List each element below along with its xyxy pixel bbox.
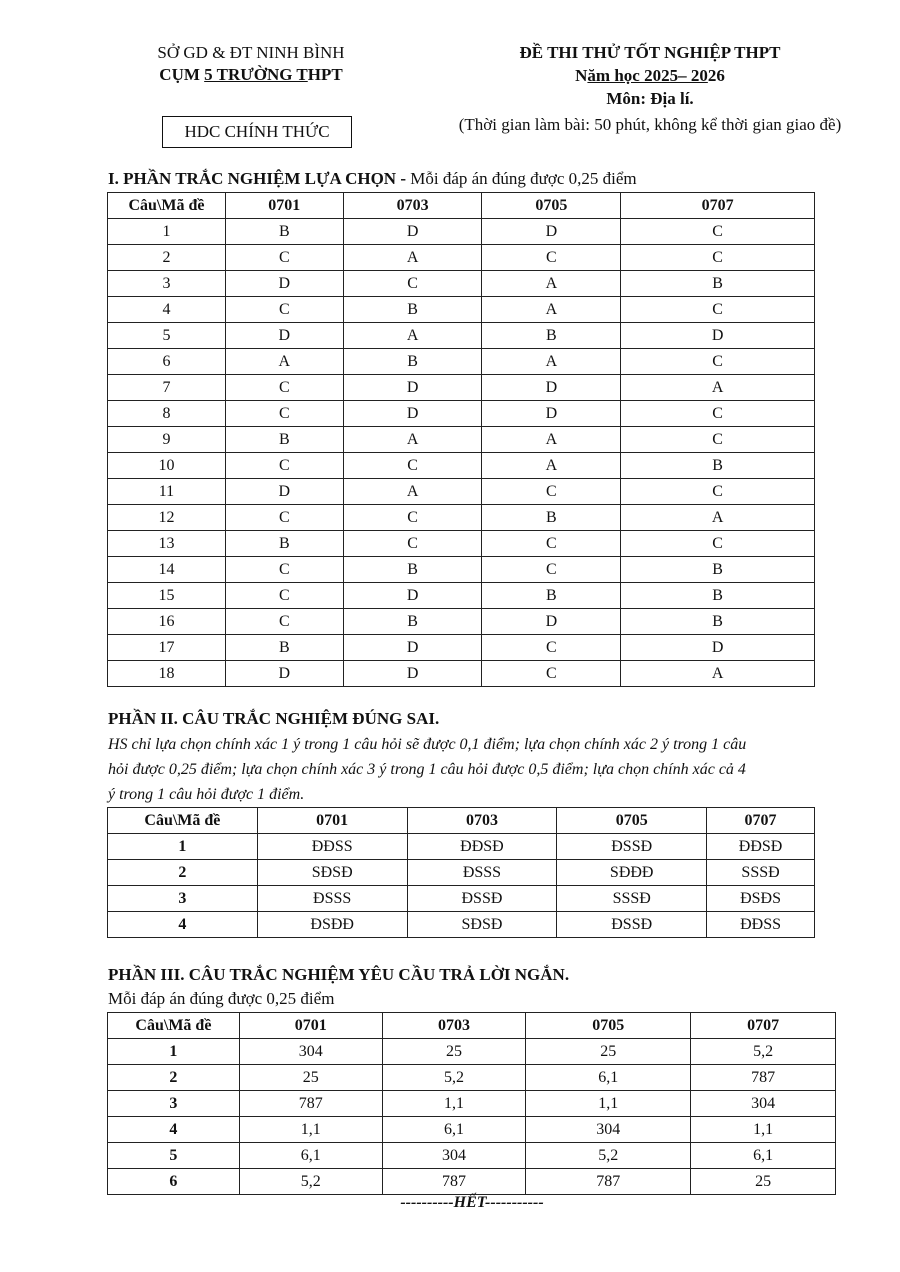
answer-cell: B	[621, 557, 815, 583]
part3-answer-table	[107, 1012, 836, 1195]
question-number: 4	[108, 912, 258, 938]
answer-cell: 1,1	[691, 1117, 836, 1143]
answer-cell: C	[621, 245, 815, 271]
column-header: 0707	[621, 193, 815, 219]
answer-cell: B	[621, 609, 815, 635]
part2-title: PHẦN II. CÂU TRẮC NGHIỆM ĐÚNG SAI.	[108, 709, 440, 728]
table-row	[108, 1065, 836, 1091]
table-row	[108, 635, 815, 661]
part1-title: I. PHẦN TRẮC NGHIỆM LỰA CHỌN - Mỗi đáp án đúng được 0,25 điểm	[108, 169, 637, 188]
question-number: 4	[108, 297, 226, 323]
answer-cell: C	[621, 349, 815, 375]
answer-cell: C	[621, 219, 815, 245]
subject: Môn: Địa lí.	[606, 89, 694, 108]
answer-cell: B	[482, 583, 621, 609]
table-header-row	[108, 193, 815, 219]
table-row	[108, 453, 815, 479]
question-number: 4	[108, 1117, 240, 1143]
end-marker: ----------HẾT-----------	[400, 1194, 544, 1211]
table-row	[108, 834, 815, 860]
exam-title: ĐỀ THI THỬ TỐT NGHIỆP THPT	[519, 43, 781, 62]
answer-cell: 6,1	[382, 1117, 526, 1143]
answer-cell: C	[225, 401, 343, 427]
answer-cell: B	[343, 609, 482, 635]
table-row	[108, 505, 815, 531]
answer-cell: C	[225, 297, 343, 323]
table-row	[108, 886, 815, 912]
answer-cell: SĐSĐ	[257, 860, 407, 886]
column-header: 0705	[526, 1013, 691, 1039]
table-row	[108, 219, 815, 245]
answer-cell: C	[343, 505, 482, 531]
table-row	[108, 375, 815, 401]
answer-cell: D	[225, 271, 343, 297]
answer-cell: C	[225, 505, 343, 531]
column-header: 0701	[225, 193, 343, 219]
answer-cell: ĐSSS	[257, 886, 407, 912]
answer-cell: 25	[239, 1065, 382, 1091]
answer-cell: A	[225, 349, 343, 375]
answer-cell: 1,1	[382, 1091, 526, 1117]
question-number: 3	[108, 1091, 240, 1117]
answer-cell: C	[343, 531, 482, 557]
table-row	[108, 297, 815, 323]
answer-cell: B	[225, 427, 343, 453]
question-number: 15	[108, 583, 226, 609]
part2-answer-table	[107, 807, 815, 938]
table-row	[108, 245, 815, 271]
answer-cell: ĐSSS	[407, 860, 557, 886]
answer-cell: 304	[239, 1039, 382, 1065]
answer-cell: 5,2	[239, 1169, 382, 1195]
answer-cell: B	[343, 297, 482, 323]
answer-cell: A	[343, 245, 482, 271]
answer-cell: A	[482, 453, 621, 479]
answer-cell: 5,2	[691, 1039, 836, 1065]
table-row	[108, 1039, 836, 1065]
answer-cell: D	[621, 635, 815, 661]
answer-cell: 5,2	[526, 1143, 691, 1169]
answer-cell: 787	[382, 1169, 526, 1195]
column-header: 0701	[239, 1013, 382, 1039]
answer-cell: B	[482, 505, 621, 531]
column-header: Câu\Mã đề	[108, 808, 258, 834]
answer-cell: B	[225, 219, 343, 245]
answer-cell: C	[343, 271, 482, 297]
answer-cell: D	[225, 661, 343, 687]
answer-cell: A	[343, 479, 482, 505]
answer-cell: 25	[382, 1039, 526, 1065]
question-number: 2	[108, 1065, 240, 1091]
question-number: 16	[108, 609, 226, 635]
answer-cell: D	[343, 661, 482, 687]
table-row	[108, 912, 815, 938]
answer-cell: SĐSĐ	[407, 912, 557, 938]
question-number: 9	[108, 427, 226, 453]
answer-cell: C	[225, 245, 343, 271]
table-row	[108, 401, 815, 427]
answer-cell: ĐĐSS	[257, 834, 407, 860]
answer-cell: C	[225, 375, 343, 401]
table-row	[108, 1143, 836, 1169]
part3-subtitle: Mỗi đáp án đúng được 0,25 điểm	[108, 989, 335, 1008]
part2-note: HS chỉ lựa chọn chính xác 1 ý trong 1 câu hỏi sẽ được 0,1 điểm; lựa chọn chính xác 2 ý trong 1 câu hỏi được 0,25 điểm; lựa chọn chính xác 3 ý trong 1 câu hỏi được 0,5 điểm; lựa chọn chính xác cả 4 ý trong 1 câu hỏi được 1 điểm.	[108, 736, 747, 803]
answer-cell: A	[482, 271, 621, 297]
answer-cell: 304	[526, 1117, 691, 1143]
table-row	[108, 531, 815, 557]
answer-cell: A	[482, 427, 621, 453]
answer-cell: ĐĐSĐ	[707, 834, 815, 860]
answer-cell: C	[621, 479, 815, 505]
table-row	[108, 661, 815, 687]
answer-cell: D	[482, 375, 621, 401]
answer-cell: 6,1	[691, 1143, 836, 1169]
question-number: 11	[108, 479, 226, 505]
question-number: 6	[108, 1169, 240, 1195]
answer-cell: A	[621, 375, 815, 401]
question-number: 8	[108, 401, 226, 427]
answer-cell: D	[621, 323, 815, 349]
answer-cell: D	[343, 219, 482, 245]
answer-cell: B	[621, 453, 815, 479]
answer-cell: C	[225, 609, 343, 635]
answer-cell: 1,1	[239, 1117, 382, 1143]
table-row	[108, 427, 815, 453]
column-header: 0707	[707, 808, 815, 834]
question-number: 1	[108, 1039, 240, 1065]
cluster-name: CỤM 5 TRƯỜNG THPT	[159, 65, 343, 84]
official-answer-box: HDC CHÍNH THỨC	[162, 116, 352, 148]
answer-cell: C	[225, 557, 343, 583]
answer-cell: 5,2	[382, 1065, 526, 1091]
answer-cell: C	[621, 297, 815, 323]
school-year: Năm học 2025– 2026	[575, 66, 725, 85]
part3-title: PHẦN III. CÂU TRẮC NGHIỆM YÊU CẦU TRẢ LỜI NGẮN.	[108, 965, 570, 984]
answer-cell: B	[621, 271, 815, 297]
question-number: 17	[108, 635, 226, 661]
column-header: 0705	[557, 808, 707, 834]
question-number: 3	[108, 271, 226, 297]
answer-cell: ĐĐSS	[707, 912, 815, 938]
answer-cell: D	[225, 479, 343, 505]
answer-cell: B	[343, 557, 482, 583]
answer-cell: SSSĐ	[707, 860, 815, 886]
table-row	[108, 860, 815, 886]
question-number: 1	[108, 219, 226, 245]
table-row	[108, 479, 815, 505]
department-name: SỞ GD & ĐT NINH BÌNH	[157, 43, 345, 62]
column-header: 0703	[343, 193, 482, 219]
answer-cell: C	[621, 401, 815, 427]
column-header: 0703	[407, 808, 557, 834]
column-header: 0707	[691, 1013, 836, 1039]
question-number: 3	[108, 886, 258, 912]
answer-cell: C	[482, 635, 621, 661]
answer-cell: C	[621, 531, 815, 557]
answer-cell: C	[482, 479, 621, 505]
answer-cell: B	[343, 349, 482, 375]
table-row	[108, 557, 815, 583]
column-header: 0703	[382, 1013, 526, 1039]
answer-cell: ĐSĐS	[707, 886, 815, 912]
answer-cell: C	[225, 583, 343, 609]
answer-cell: D	[482, 401, 621, 427]
answer-cell: SĐĐĐ	[557, 860, 707, 886]
answer-cell: ĐĐSĐ	[407, 834, 557, 860]
question-number: 5	[108, 323, 226, 349]
question-number: 6	[108, 349, 226, 375]
question-number: 14	[108, 557, 226, 583]
answer-cell: 25	[691, 1169, 836, 1195]
answer-cell: D	[343, 375, 482, 401]
question-number: 10	[108, 453, 226, 479]
answer-cell: 6,1	[526, 1065, 691, 1091]
column-header: Câu\Mã đề	[108, 193, 226, 219]
table-row	[108, 271, 815, 297]
answer-cell: A	[621, 661, 815, 687]
answer-cell: 787	[526, 1169, 691, 1195]
column-header: Câu\Mã đề	[108, 1013, 240, 1039]
answer-cell: C	[482, 245, 621, 271]
question-number: 12	[108, 505, 226, 531]
answer-cell: C	[482, 557, 621, 583]
column-header: 0701	[257, 808, 407, 834]
answer-cell: 304	[382, 1143, 526, 1169]
column-header: 0705	[482, 193, 621, 219]
question-number: 13	[108, 531, 226, 557]
answer-cell: C	[343, 453, 482, 479]
answer-cell: C	[482, 531, 621, 557]
table-row	[108, 1091, 836, 1117]
question-number: 1	[108, 834, 258, 860]
table-row	[108, 609, 815, 635]
answer-cell: ĐSĐĐ	[257, 912, 407, 938]
question-number: 7	[108, 375, 226, 401]
table-row	[108, 583, 815, 609]
answer-cell: A	[343, 427, 482, 453]
answer-cell: D	[343, 635, 482, 661]
answer-cell: 25	[526, 1039, 691, 1065]
answer-cell: D	[225, 323, 343, 349]
answer-cell: SSSĐ	[557, 886, 707, 912]
table-row	[108, 349, 815, 375]
answer-cell: C	[621, 427, 815, 453]
answer-cell: C	[225, 453, 343, 479]
answer-cell: D	[482, 609, 621, 635]
answer-cell: A	[482, 297, 621, 323]
answer-cell: 6,1	[239, 1143, 382, 1169]
time-note: (Thời gian làm bài: 50 phút, không kể thời gian giao đề)	[458, 115, 842, 134]
answer-cell: C	[482, 661, 621, 687]
answer-cell: B	[225, 531, 343, 557]
answer-cell: ĐSSĐ	[557, 912, 707, 938]
header-right	[420, 42, 880, 136]
answer-cell: 1,1	[526, 1091, 691, 1117]
table-header-row	[108, 808, 815, 834]
table-row	[108, 323, 815, 349]
answer-cell: 787	[691, 1065, 836, 1091]
answer-cell: B	[621, 583, 815, 609]
answer-cell: 304	[691, 1091, 836, 1117]
answer-cell: A	[621, 505, 815, 531]
answer-cell: 787	[239, 1091, 382, 1117]
table-row	[108, 1169, 836, 1195]
answer-cell: ĐSSĐ	[557, 834, 707, 860]
answer-cell: A	[343, 323, 482, 349]
header-left	[120, 42, 382, 86]
question-number: 5	[108, 1143, 240, 1169]
answer-cell: B	[225, 635, 343, 661]
table-header-row	[108, 1013, 836, 1039]
question-number: 2	[108, 860, 258, 886]
table-row	[108, 1117, 836, 1143]
part1-answer-table	[107, 192, 815, 687]
answer-cell: ĐSSĐ	[407, 886, 557, 912]
answer-cell: A	[482, 349, 621, 375]
question-number: 18	[108, 661, 226, 687]
answer-cell: D	[343, 401, 482, 427]
answer-cell: D	[343, 583, 482, 609]
question-number: 2	[108, 245, 226, 271]
answer-cell: B	[482, 323, 621, 349]
answer-cell: D	[482, 219, 621, 245]
